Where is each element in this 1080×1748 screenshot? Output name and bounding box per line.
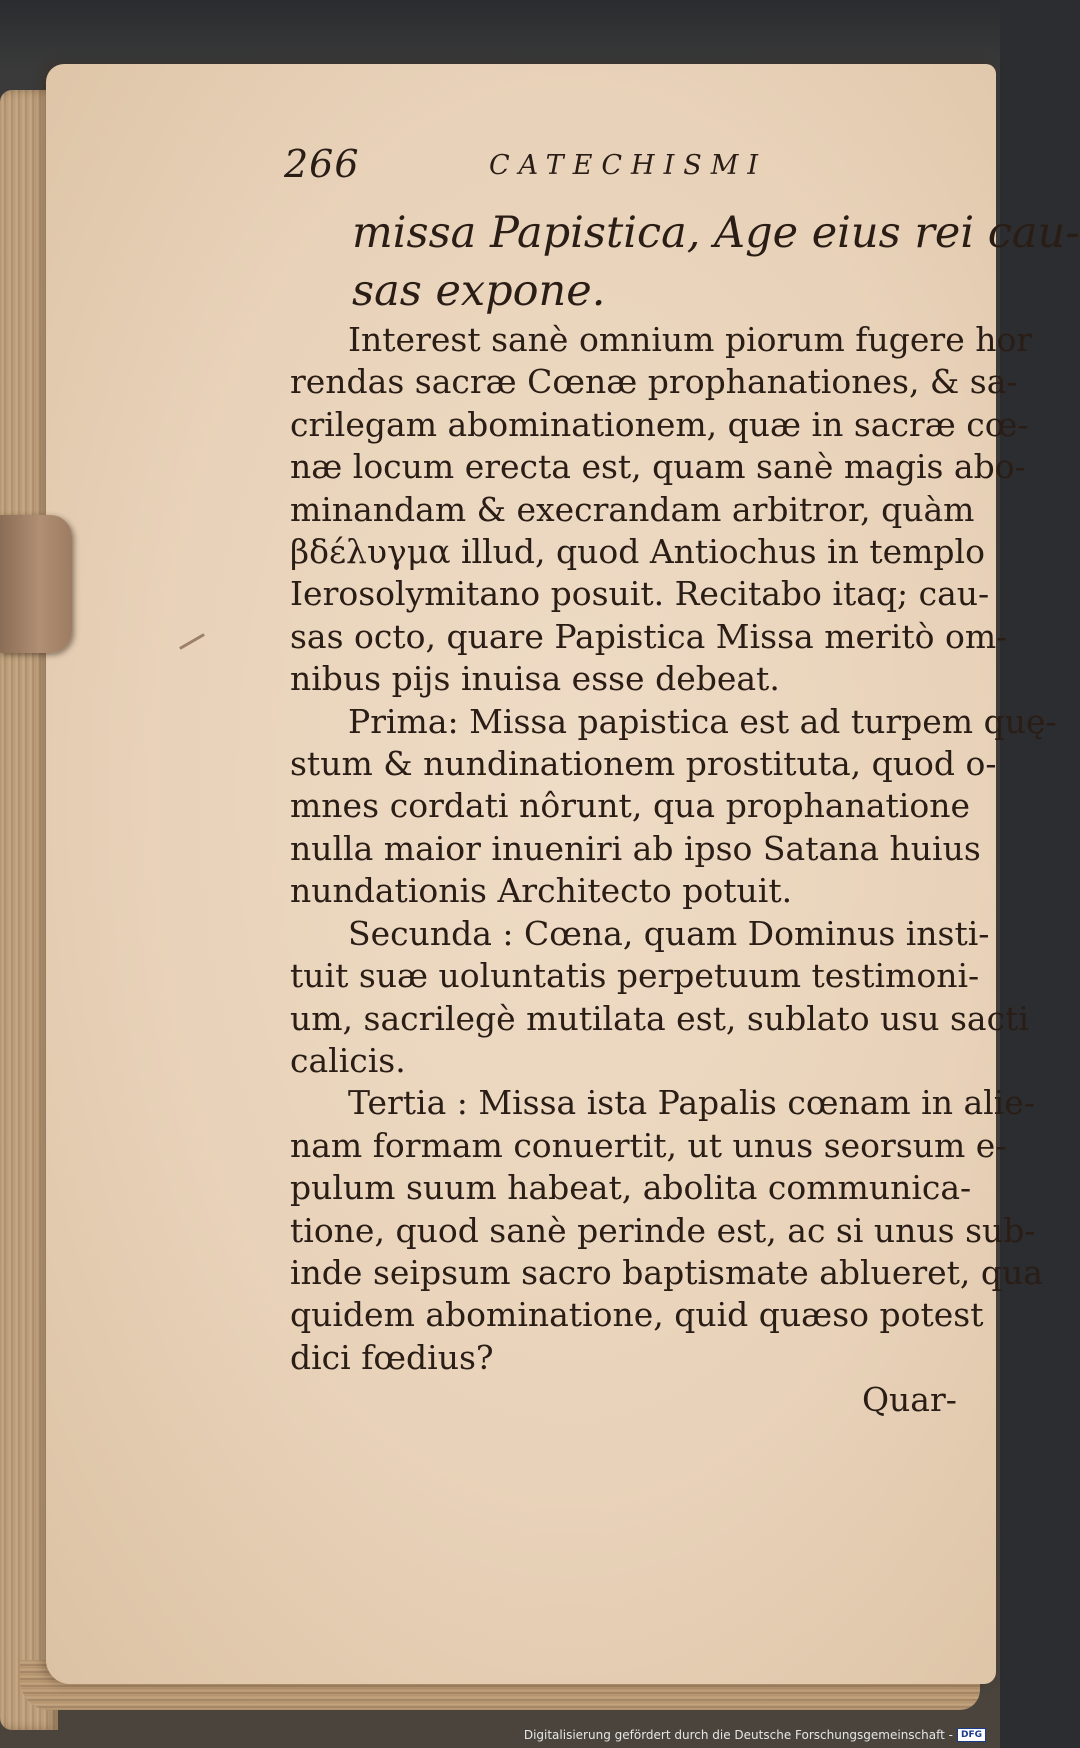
text-line: crilegam abominationem, quæ in sacræ cœ- (290, 404, 1029, 444)
text-line: rendas sacræ Cœnæ prophanationes, & sa- (290, 362, 1018, 402)
text-line: dici fœdius? (290, 1337, 494, 1377)
text-line: stum & nundinationem prostituta, quod o- (290, 744, 997, 784)
text-line: pulum suum habeat, abolita communica- (290, 1168, 972, 1208)
text-line: Tertia : Missa ista Papalis cœnam in alie- (348, 1083, 1035, 1123)
page-number: 266 (284, 142, 360, 186)
dfg-logo: DFG (957, 1728, 986, 1742)
text-line: Interest sanè omnium piorum fugere hor (348, 320, 1033, 359)
text-line: tione, quod sanè perinde est, ac si unus sub- (290, 1210, 1036, 1250)
text-line: sas octo, quare Papistica Missa meritò om- (290, 616, 1008, 656)
digitization-credit (524, 1728, 986, 1742)
body-text (290, 319, 1057, 1379)
question-line: missa Papistica, Age eius rei cau- (352, 208, 1080, 258)
text-line: nam formam conuertit, ut unus seorsum e- (290, 1125, 1007, 1165)
text-line: nundationis Architecto potuit. (290, 871, 793, 911)
text-line: nulla maior inueniri ab ipso Satana huius (290, 828, 981, 868)
text-line: næ locum erecta est, quam sanè magis abo- (290, 447, 1026, 487)
running-head: CATECHISMI (489, 150, 768, 181)
catchword: Quar- (862, 1380, 957, 1419)
text-line: nibus pijs inuisa esse debeat. (290, 659, 780, 699)
text-line: calicis. (290, 1040, 406, 1080)
page-text (46, 64, 1080, 1684)
question-line: sas expone. (352, 266, 606, 316)
text-line: βδέλυγμα illud, quod Antiochus in templo (290, 532, 985, 572)
text-line: inde seipsum sacro baptismate ablueret, qua (290, 1252, 1043, 1292)
question-block (352, 204, 1080, 320)
text-line: Prima: Missa papistica est ad turpem quę- (348, 701, 1057, 741)
text-line: Ierosolymitano posuit. Recitabo itaq; cau- (290, 574, 990, 614)
text-line: quidem abominatione, quid quæso potest (290, 1295, 984, 1335)
page-header (284, 142, 904, 202)
book-tab (0, 515, 72, 653)
text-line: tuit suæ uoluntatis perpetuum testimoni- (290, 956, 980, 996)
text-line: mnes cordati nôrunt, qua prophanatione (290, 786, 970, 826)
text-line: um, sacrilegè mutilata est, sublato usu sacti (290, 998, 1029, 1038)
book-page (46, 64, 1080, 1684)
credit-text: Digitalisierung gefördert durch die Deutsche Forschungsgemeinschaft - (523, 1728, 953, 1742)
text-line: Secunda : Cœna, quam Dominus insti- (348, 913, 990, 953)
text-line: minandam & execrandam arbitror, quàm (290, 489, 975, 529)
